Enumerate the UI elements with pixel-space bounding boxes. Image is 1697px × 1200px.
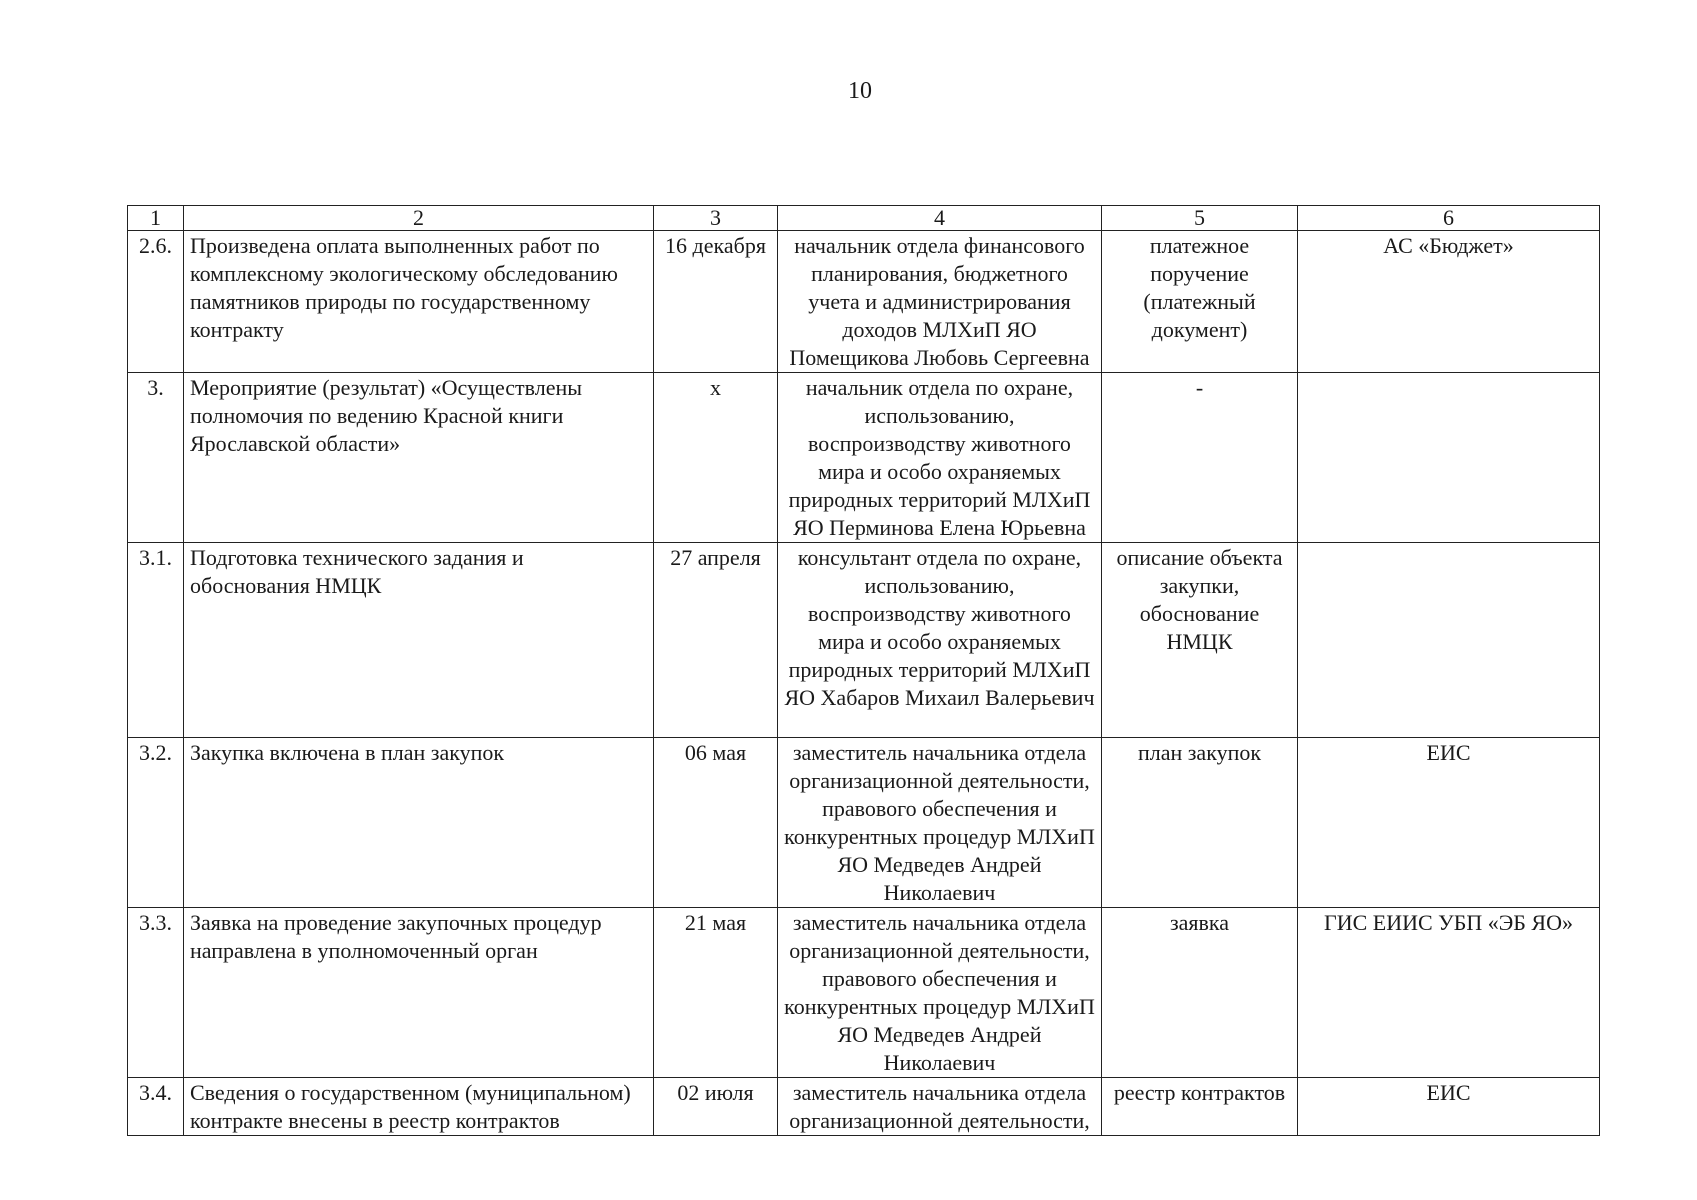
row-name: Мероприятие (результат) «Осуществлены полномочия по ведению Красной книги Ярославской области» <box>184 373 654 543</box>
row-responsible: заместитель начальника отдела организационной деятельности, правового обеспечения и конкурентных процедур МЛХиП ЯО Медведев Андрей Николаевич <box>778 908 1102 1078</box>
column-header: 3 <box>654 206 778 231</box>
column-header: 6 <box>1298 206 1600 231</box>
table-row <box>128 738 1600 908</box>
row-document: - <box>1102 373 1298 543</box>
row-date: 21 мая <box>654 908 778 1078</box>
row-document: описание объекта закупки, обоснование НМЦК <box>1102 543 1298 738</box>
row-document: заявка <box>1102 908 1298 1078</box>
column-header: 2 <box>184 206 654 231</box>
row-number: 2.6. <box>128 231 184 373</box>
row-name: Заявка на проведение закупочных процедур направлена в уполномоченный орган <box>184 908 654 1078</box>
row-system: АС «Бюджет» <box>1298 231 1600 373</box>
row-number: 3.3. <box>128 908 184 1078</box>
row-name: Подготовка технического задания и обоснования НМЦК <box>184 543 654 738</box>
row-responsible: консультант отдела по охране, использованию, воспроизводству животного мира и особо охраняемых природных территорий МЛХиП ЯО Хабаров Михаил Валерьевич <box>778 543 1102 738</box>
row-document: реестр контрактов <box>1102 1078 1298 1136</box>
row-system <box>1298 373 1600 543</box>
table-row <box>128 231 1600 373</box>
page-number: 10 <box>848 78 872 104</box>
row-system: ГИС ЕИИС УБП «ЭБ ЯО» <box>1298 908 1600 1078</box>
table-row <box>128 373 1600 543</box>
table-row <box>128 908 1600 1078</box>
row-system: ЕИС <box>1298 1078 1600 1136</box>
row-responsible: заместитель начальника отдела организационной деятельности, <box>778 1078 1102 1136</box>
plan-table <box>127 205 1600 1136</box>
row-date: х <box>654 373 778 543</box>
row-system <box>1298 543 1600 738</box>
row-document: платежное поручение (платежный документ) <box>1102 231 1298 373</box>
row-name: Произведена оплата выполненных работ по комплексному экологическому обследованию памятников природы по государственному контракту <box>184 231 654 373</box>
row-number: 3.4. <box>128 1078 184 1136</box>
row-number: 3.1. <box>128 543 184 738</box>
row-date: 27 апреля <box>654 543 778 738</box>
row-name: Сведения о государственном (муниципальном) контракте внесены в реестр контрактов <box>184 1078 654 1136</box>
row-date: 06 мая <box>654 738 778 908</box>
table-row <box>128 1078 1600 1136</box>
row-responsible: начальник отдела по охране, использованию, воспроизводству животного мира и особо охраняемых природных территорий МЛХиП ЯО Перминова Елена Юрьевна <box>778 373 1102 543</box>
row-document: план закупок <box>1102 738 1298 908</box>
column-header: 1 <box>128 206 184 231</box>
column-header: 4 <box>778 206 1102 231</box>
row-system: ЕИС <box>1298 738 1600 908</box>
table-header-row <box>128 206 1600 231</box>
row-number: 3. <box>128 373 184 543</box>
row-date: 02 июля <box>654 1078 778 1136</box>
column-header: 5 <box>1102 206 1298 231</box>
row-date: 16 декабря <box>654 231 778 373</box>
row-number: 3.2. <box>128 738 184 908</box>
table-row <box>128 543 1600 738</box>
row-name: Закупка включена в план закупок <box>184 738 654 908</box>
row-responsible: начальник отдела финансового планирования, бюджетного учета и администрирования доходов МЛХиП ЯО Помещикова Любовь Сергеевна <box>778 231 1102 373</box>
row-responsible: заместитель начальника отдела организационной деятельности, правового обеспечения и конкурентных процедур МЛХиП ЯО Медведев Андрей Николаевич <box>778 738 1102 908</box>
